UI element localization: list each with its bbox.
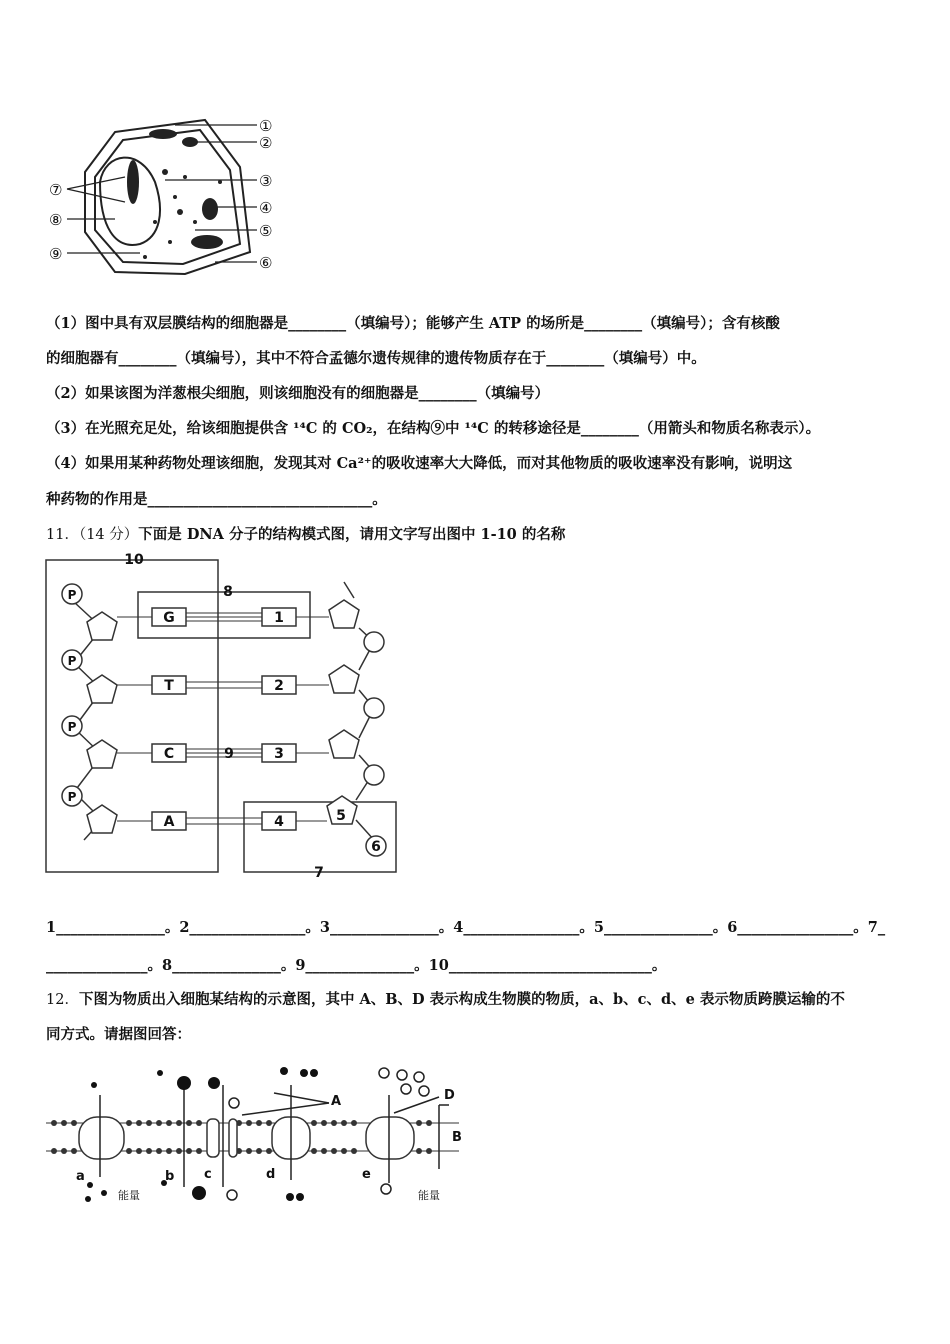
- energy-label: 能量: [118, 1189, 140, 1202]
- cell-label-1: ①: [259, 117, 273, 135]
- membrane-label-b: b: [165, 1169, 175, 1184]
- cell-diagram: [45, 112, 295, 277]
- q10-part1-line1: （1）图中具有双层膜结构的细胞器是________（填编号）；能够产生 ATP 的场所是________（填编号）；含有核酸: [46, 315, 780, 332]
- q12-stem-line2: 同方式。请据图回答：: [46, 1026, 191, 1043]
- cell-label-7: ⑦: [49, 181, 63, 199]
- membrane-label-B: B: [452, 1130, 462, 1145]
- dna-label-10: 10: [124, 552, 144, 568]
- dna-label-4: 4: [274, 814, 284, 830]
- membrane-label-c: c: [204, 1167, 212, 1182]
- membrane-label-a: a: [76, 1169, 85, 1184]
- membrane-label-d: d: [266, 1167, 276, 1182]
- phosphate-label: P: [67, 790, 77, 804]
- cell-label-9: ⑨: [49, 245, 63, 263]
- q11-answers-line1: 1_______________。2________________。3_______________。4________________。5_______________。6________________。7_: [46, 919, 886, 936]
- cell-label-3: ③: [259, 172, 273, 190]
- q10-part2: （2）如果该图为洋葱根尖细胞，则该细胞没有的细胞器是________（填编号）: [46, 385, 550, 402]
- q10-part4-line2: 种药物的作用是_______________________________。: [46, 491, 387, 508]
- energy-label: 能量: [418, 1189, 440, 1202]
- dna-label-7: 7: [314, 865, 324, 881]
- phosphate-label: P: [67, 588, 77, 602]
- cell-label-5: ⑤: [259, 222, 273, 240]
- membrane-label-e: e: [362, 1167, 371, 1182]
- q12-stem-line1: [46, 988, 845, 1009]
- cell-label-4: ④: [259, 199, 273, 217]
- membrane-label-D: D: [444, 1088, 455, 1103]
- q11-answers-line2: ______________。8_______________。9_______________。10____________________________。: [46, 957, 667, 974]
- dna-label-1: 1: [274, 610, 284, 626]
- dna-label-3: 3: [274, 746, 284, 762]
- dna-label-8: 8: [223, 584, 233, 600]
- q11-stem: [46, 523, 565, 544]
- q11-number: 11．: [46, 527, 79, 543]
- q10-part1-line2: 的细胞器有________（填编号），其中不符合孟德尔遗传规律的遗传物质存在于________（填编号）中。: [46, 350, 706, 367]
- q11-score: （14 分）: [78, 527, 139, 543]
- dna-base-a: A: [163, 814, 175, 830]
- dna-label-9: 9: [224, 746, 234, 762]
- q11-text: 下面是 DNA 分子的结构模式图，请用文字写出图中 1-10 的名称: [138, 526, 566, 543]
- cell-label-6: ⑥: [259, 254, 273, 272]
- cell-label-2: ②: [259, 134, 273, 152]
- dna-base-c: C: [163, 746, 175, 762]
- membrane-label-A: A: [331, 1094, 342, 1109]
- dna-base-t: T: [164, 678, 174, 694]
- dna-label-6: 6: [371, 839, 381, 855]
- phosphate-label: P: [67, 720, 77, 734]
- q12-number: 12．: [46, 992, 79, 1008]
- dna-diagram: [44, 550, 404, 882]
- cell-label-8: ⑧: [49, 211, 63, 229]
- q12-text-line1: 下图为物质出入细胞某结构的示意图，其中 A、B、D 表示构成生物膜的物质，a、b、c、d、e 表示物质跨膜运输的不: [78, 991, 845, 1008]
- dna-label-5: 5: [336, 808, 346, 824]
- phosphate-label: P: [67, 654, 77, 668]
- q10-part3: （3）在光照充足处，给该细胞提供含 ¹⁴C 的 CO₂，在结构⑨中 ¹⁴C 的转移途径是________（用箭头和物质名称表示）。: [46, 420, 821, 437]
- membrane-diagram: [44, 1065, 469, 1205]
- dna-base-g: G: [163, 610, 175, 626]
- q10-part4-line1: （4）如果用某种药物处理该细胞，发现其对 Ca²⁺的吸收速率大大降低，而对其他物质的吸收速率没有影响，说明这: [46, 455, 793, 472]
- dna-label-2: 2: [274, 678, 284, 694]
